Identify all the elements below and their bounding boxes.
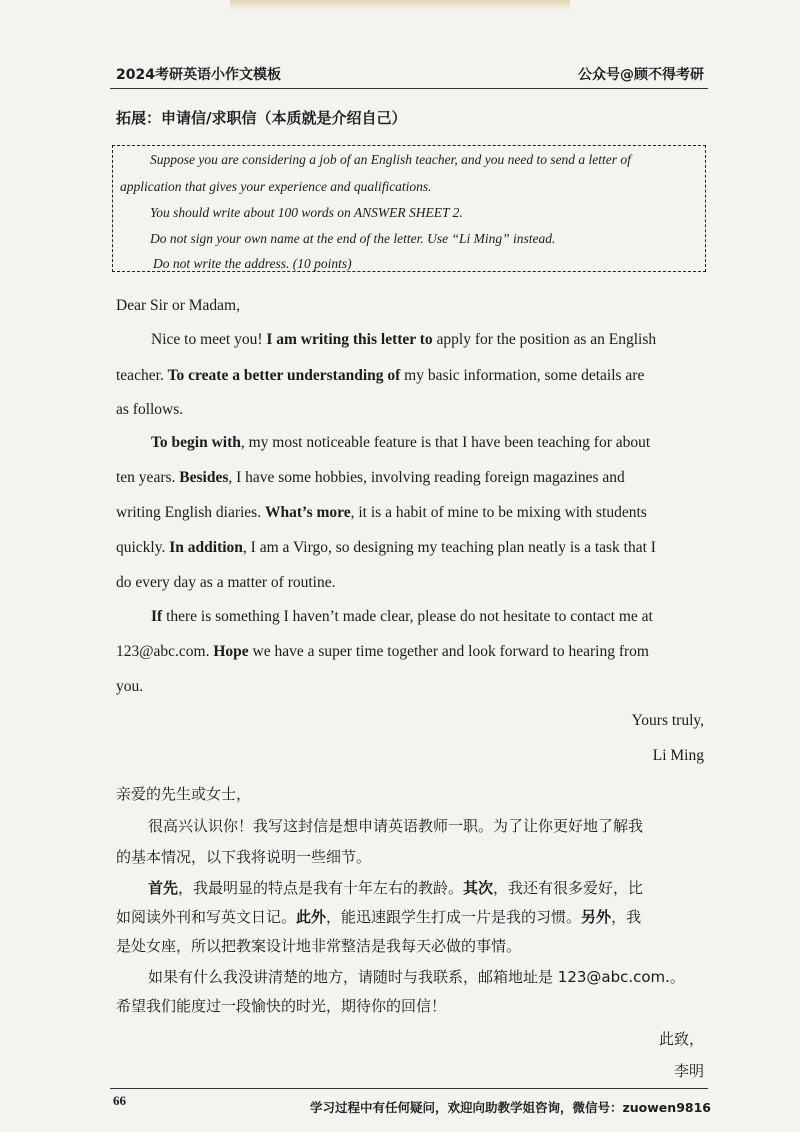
translation-line: 的基本情况，以下我将说明一些细节。 — [116, 848, 372, 866]
translation-line: 如果有什么我没讲清楚的地方，请随时与我联系，邮箱地址是 123@abc.com.。 — [148, 968, 685, 986]
letter-line: as follows. — [116, 401, 184, 418]
letter-line: writing English diaries. What’s more, it is a habit of mine to be mixing with students — [116, 504, 647, 521]
header-title: 2024考研英语小作文模板 — [116, 67, 281, 83]
header-account: 公众号@顾不得考研 — [578, 67, 704, 83]
prompt-line: application that gives your experience and qualifications. — [120, 179, 432, 194]
footer-contact-note: 学习过程中有任何疑问，欢迎向助教学姐咨询，微信号：zuowen9816 — [310, 1100, 711, 1115]
letter-salutation: Dear Sir or Madam, — [116, 297, 240, 314]
translation-line: 很高兴认识你！我写这封信是想申请英语教师一职。为了让你更好地了解我 — [148, 817, 644, 835]
translation-line: 首先，我最明显的特点是我有十年左右的教龄。其次，我还有很多爱好，比 — [148, 879, 644, 897]
translation-line: 希望我们能度过一段愉快的时光，期待你的回信！ — [116, 997, 447, 1015]
letter-line: ten years. Besides, I have some hobbies, involving reading foreign magazines and — [116, 469, 625, 486]
section-title: 拓展：申请信/求职信（本质就是介绍自己） — [116, 109, 407, 127]
letter-line: To begin with, my most noticeable feature is that I have been teaching for about — [151, 434, 651, 451]
translation-closing: 此致， — [658, 1030, 704, 1048]
prompt-line: Suppose you are considering a job of an English teacher, and you need to send a letter of — [150, 152, 631, 167]
translation-signature: 李明 — [673, 1062, 704, 1080]
header-divider — [110, 88, 708, 89]
letter-line: you. — [116, 678, 144, 695]
letter-line: quickly. In addition, I am a Virgo, so designing my teaching plan neatly is a task that I — [116, 539, 656, 556]
letter-line: If there is something I haven’t made clear, please do not hesitate to contact me at — [151, 608, 653, 625]
letter-line: 123@abc.com. Hope we have a super time together and look forward to hearing from — [116, 643, 649, 660]
letter-line: teacher. To create a better understanding of my basic information, some details are — [116, 367, 645, 384]
translation-line: 如阅读外刊和写英文日记。此外，能迅速跟学生打成一片是我的习惯。另外，我 — [116, 908, 642, 926]
page-header — [116, 60, 704, 86]
footer-divider — [110, 1088, 708, 1089]
letter-closing: Yours truly, — [631, 712, 704, 729]
page-top-shadow — [230, 0, 570, 10]
letter-line: Nice to meet you! I am writing this letter to apply for the position as an English — [151, 331, 657, 348]
letter-signature: Li Ming — [652, 747, 704, 764]
prompt-line: Do not write the address. (10 points) — [153, 256, 352, 271]
translation-salutation: 亲爱的先生或女士， — [116, 785, 252, 803]
letter-line: do every day as a matter of routine. — [116, 574, 336, 591]
prompt-line: You should write about 100 words on ANSWER SHEET 2. — [150, 205, 463, 220]
translation-line: 是处女座，所以把教案设计地非常整洁是我每天必做的事情。 — [116, 937, 522, 955]
prompt-line: Do not sign your own name at the end of the letter. Use “Li Ming” instead. — [150, 231, 556, 246]
page-number: 66 — [113, 1093, 126, 1108]
